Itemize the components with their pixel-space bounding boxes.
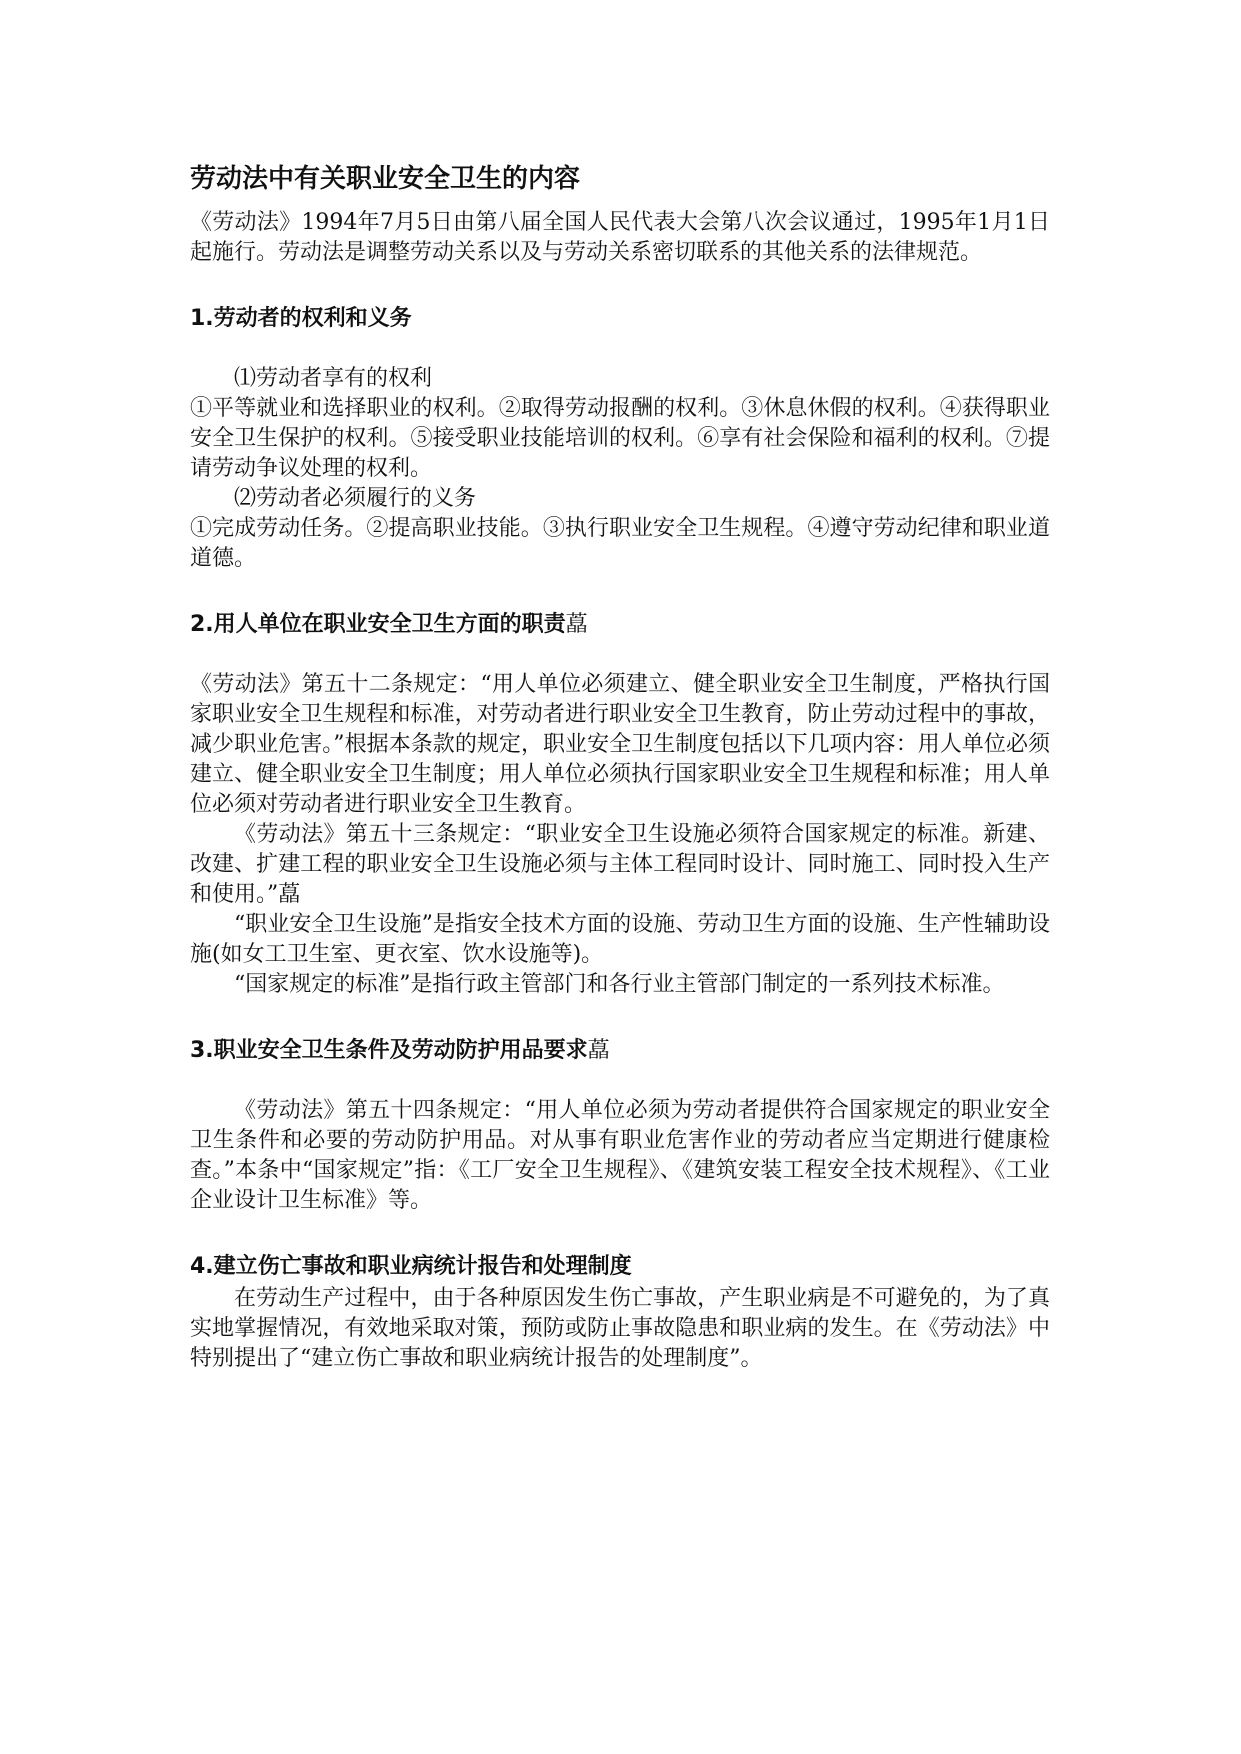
section-2-heading (190, 608, 1050, 642)
section-1-sub2-body: ①完成劳动任务。②提高职业技能。③执行职业安全卫生规程。④遵守劳动纪律和职业道道德。 (190, 516, 1050, 571)
section-1-heading: 1.劳动者的权利和义务 (190, 306, 412, 331)
section-2-heading-mark: 藠 (565, 612, 588, 637)
section-3-paragraph-1: 《劳动法》第五十四条规定：“用人单位必须为劳动者提供符合国家规定的职业安全卫生条件和必要的劳动防护用品。对从事有职业危害作业的劳动者应当定期进行健康检查。”本条中“国家规定”指：《工厂安全卫生规程》、《建筑安装工程安全技术规程》、《工业企业设计卫生标准》等。 (190, 1098, 1050, 1213)
section-2-paragraph-3: “职业安全卫生设施”是指安全技术方面的设施、劳动卫生方面的设施、生产性辅助设施(如女工卫生室、更衣室、饮水设施等)。 (190, 912, 1050, 967)
section-1-sub2-title: ⑵劳动者必须履行的义务 (234, 486, 477, 511)
section-2-paragraph-1: 《劳动法》第五十二条规定：“用人单位必须建立、健全职业安全卫生制度，严格执行国家职业安全卫生规程和标准，对劳动者进行职业安全卫生教育，防止劳动过程中的事故，减少职业危害。”根据本条款的规定，职业安全卫生制度包括以下几项内容：用人单位必须建立、健全职业安全卫生制度；用人单位必须执行国家职业安全卫生规程和标准；用人单位必须对劳动者进行职业安全卫生教育。 (190, 672, 1050, 817)
section-3-heading-text: 3.职业安全卫生条件及劳动防护用品要求 (190, 1038, 588, 1063)
document-title: 劳动法中有关职业安全卫生的内容 (190, 164, 581, 194)
section-1-sub1-body: ①平等就业和选择职业的权利。②取得劳动报酬的权利。③休息休假的权利。④获得职业安全卫生保护的权利。⑤接受职业技能培训的权利。⑥享有社会保险和福利的权利。⑦提请劳动争议处理的权利。 (190, 396, 1050, 481)
section-2-paragraph-4: “国家规定的标准”是指行政主管部门和各行业主管部门制定的一系列技术标准。 (234, 972, 1005, 997)
section-3-heading (190, 1034, 1050, 1068)
section-3-heading-mark: 藠 (587, 1038, 610, 1063)
section-2-heading-text: 2.用人单位在职业安全卫生方面的职责 (190, 612, 566, 637)
intro-paragraph: 《劳动法》1994年7月5日由第八届全国人民代表大会第八次会议通过，1995年1月1日起施行。劳动法是调整劳动关系以及与劳动关系密切联系的其他关系的法律规范。 (190, 210, 1050, 265)
section-4-paragraph-1: 在劳动生产过程中，由于各种原因发生伤亡事故，产生职业病是不可避免的，为了真实地掌握情况，有效地采取对策，预防或防止事故隐患和职业病的发生。在《劳动法》中特别提出了“建立伤亡事故和职业病统计报告的处理制度”。 (190, 1286, 1050, 1371)
section-2-paragraph-2: 《劳动法》第五十三条规定：“职业安全卫生设施必须符合国家规定的标准。新建、改建、扩建工程的职业安全卫生设施必须与主体工程同时设计、同时施工、同时投入生产和使用。”藠 (190, 822, 1050, 907)
section-1-sub1-title: ⑴劳动者享有的权利 (234, 366, 433, 391)
section-4-heading: 4.建立伤亡事故和职业病统计报告和处理制度 (190, 1254, 632, 1279)
document-page (190, 160, 1050, 1374)
